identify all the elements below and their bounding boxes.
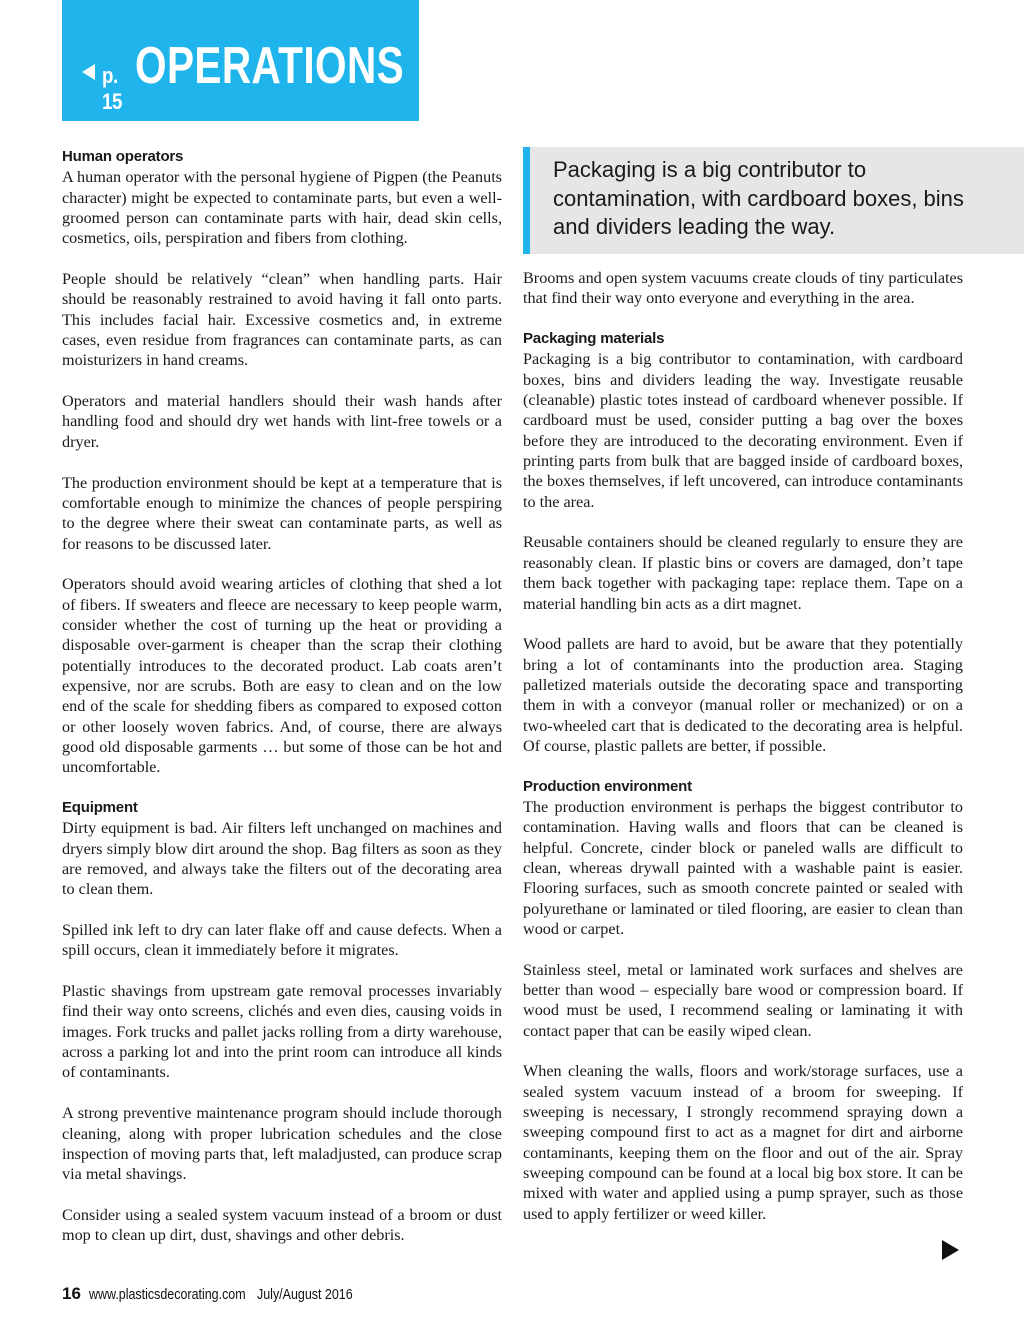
paragraph: Brooms and open system vacuums create clouds of tiny particulates that find their way onto everyone and everything in the area. [523,269,963,308]
heading-equipment: Equipment [62,799,138,816]
continue-arrow-icon[interactable] [942,1240,959,1260]
section-title: OPERATIONS [135,37,405,95]
paragraph: A strong preventive maintenance program should include thorough cleaning, along with proper lubrication schedules and the close inspection of moving parts that, left maladjusted, can produce scrap via metal shavings. [62,1104,502,1184]
paragraph: Stainless steel, metal or laminated work surfaces and shelves are better than wood – especially bare wood or compression board. If wood must be used, I recommend sealing or laminating it with contact paper that can be easily wiped clean. [523,960,963,1040]
back-arrow-icon[interactable] [82,64,95,80]
paragraph: Operators and material handlers should their wash hands after handling food and should dry wet hands with lint-free towels or a dryer. [62,392,502,451]
paragraph: Spilled ink left to dry can later flake off and cause defects. When a spill occurs, clean it immediately before it migrates. [62,921,502,960]
paragraph: When cleaning the walls, floors and work/storage surfaces, use a sealed system vacuum instead of a broom for sweeping. If sweeping is necessary, I strongly recommend spraying down a sweeping compound first to act as a magnet for dirt and airborne contaminants, keeping them on the floor and out of the air. Spray sweeping compound can be found at a local big box store. It can be mixed with water and applied using a pump sprayer, such as those used to apply fertilizer or weed killer. [523,1062,963,1223]
heading-packaging-materials: Packaging materials [523,330,665,348]
paragraph: The production environment is perhaps the biggest contributor to contamination. Having walls and floors that can be cleaned is helpful. Concrete, cinder block or paneled walls are difficult to clean, whereas drywall painted with a washable paint is easier. Flooring surfaces, such as smooth concrete painted or sealed with polyurethane or laminated or tiled flooring, are easier to clean than wood or carpet. [523,797,963,938]
page-number: 16 [62,1284,81,1303]
pullquote [523,147,1024,254]
pullquote-text: Packaging is a big contributor to contamination, with cardboard boxes, bins and dividers leading the way. [553,157,964,239]
paragraph: People should be relatively “clean” when handling parts. Hair should be reasonably restrained to avoid having it fall onto parts. This includes facial hair. Excessive cosmetics and, in extreme cases, even residue from fragrances can contaminate parts, as can moisturizers in hand creams. [62,270,502,370]
paragraph: Operators should avoid wearing articles of clothing that shed a lot of fibers. If sweaters and fleece are necessary to keep people warm, consider whether the cost of turning up the heat or providing a disposable over-garment is cheaper than the scrap their clothing potentially introduces to the decorated product. Lab coats aren’t expensive, nor are scrubs. Both are easy to clean and on the low end of the scale for shedding fibers as compared to exposed cotton or other loosely woven fabrics. And, of course, there are always good old disposable garments … but some of those can be hot and uncomfortable. [62,575,502,777]
heading-human-operators: Human operators [62,148,184,165]
paragraph: A human operator with the personal hygiene of Pigpen (the Peanuts character) might be expected to contaminate parts, but even a well-groomed person can contaminate parts with hair, dead skin cells, cosmetics, oils, perspiration and fibers from clothing. [62,168,502,248]
left-column [62,147,502,1266]
previous-page-reference[interactable]: p. 15 [102,63,122,114]
paragraph: Dirty equipment is bad. Air filters left unchanged on machines and dryers simply blow dirt around the shop. Bag filters as soon as they are removed, and always take the filters out of the decorating area to clean them. [62,819,502,899]
paragraph: Wood pallets are hard to avoid, but be aware that they potentially bring a lot of contaminants into the production area. Staging palletized materials outside the decorating space and transporting them in with a conveyor (manual roller or mechanized) or on a two-wheeled cart that is dedicated to the decorating area is helpful. Of course, plastic pallets are better, if possible. [523,635,963,755]
paragraph: The production environment should be kept at a temperature that is comfortable enough to minimize the chances of people perspiring to the degree where their sweat can contaminate parts, as well as for reasons to be discussed later. [62,473,502,553]
heading-production-environment: Production environment [523,777,692,795]
paragraph: Reusable containers should be cleaned regularly to ensure they are reasonably clean. If plastic bins or covers are damaged, don’t tape them back together with packaging tape: replace them. Tape on a material handling bin acts as a dirt magnet. [523,533,963,613]
section-banner [62,0,419,121]
page-footer [62,1284,368,1304]
issue-date: July/August 2016 [257,1287,353,1303]
paragraph: Plastic shavings from upstream gate removal processes invariably find their way onto screens, clichés and even dies, causing voids in images. Fork trucks and pallet jacks rolling from a dirty warehouse, across a parking lot and into the print room can introduce all kinds of contaminants. [62,982,502,1082]
banner-content [82,37,480,115]
paragraph: Consider using a sealed system vacuum instead of a broom or dust mop to clean up dirt, dust, shavings and other debris. [62,1205,502,1245]
paragraph: Packaging is a big contributor to contamination, with cardboard boxes, bins and dividers leading the way. Investigate reusable (cleanable) plastic totes instead of cardboard whenever possible. If cardboard must be used, consider putting a bag over the boxes before they are introduced to the decorating environment. Even if printing parts from bulk that are bagged inside of cardboard boxes, the boxes themselves, if left uncovered, can introduce contaminants to the area. [523,350,963,511]
pullquote-accent-bar [523,147,530,254]
right-column [523,268,963,1245]
website-link[interactable]: www.plasticsdecorating.com [88,1287,246,1303]
